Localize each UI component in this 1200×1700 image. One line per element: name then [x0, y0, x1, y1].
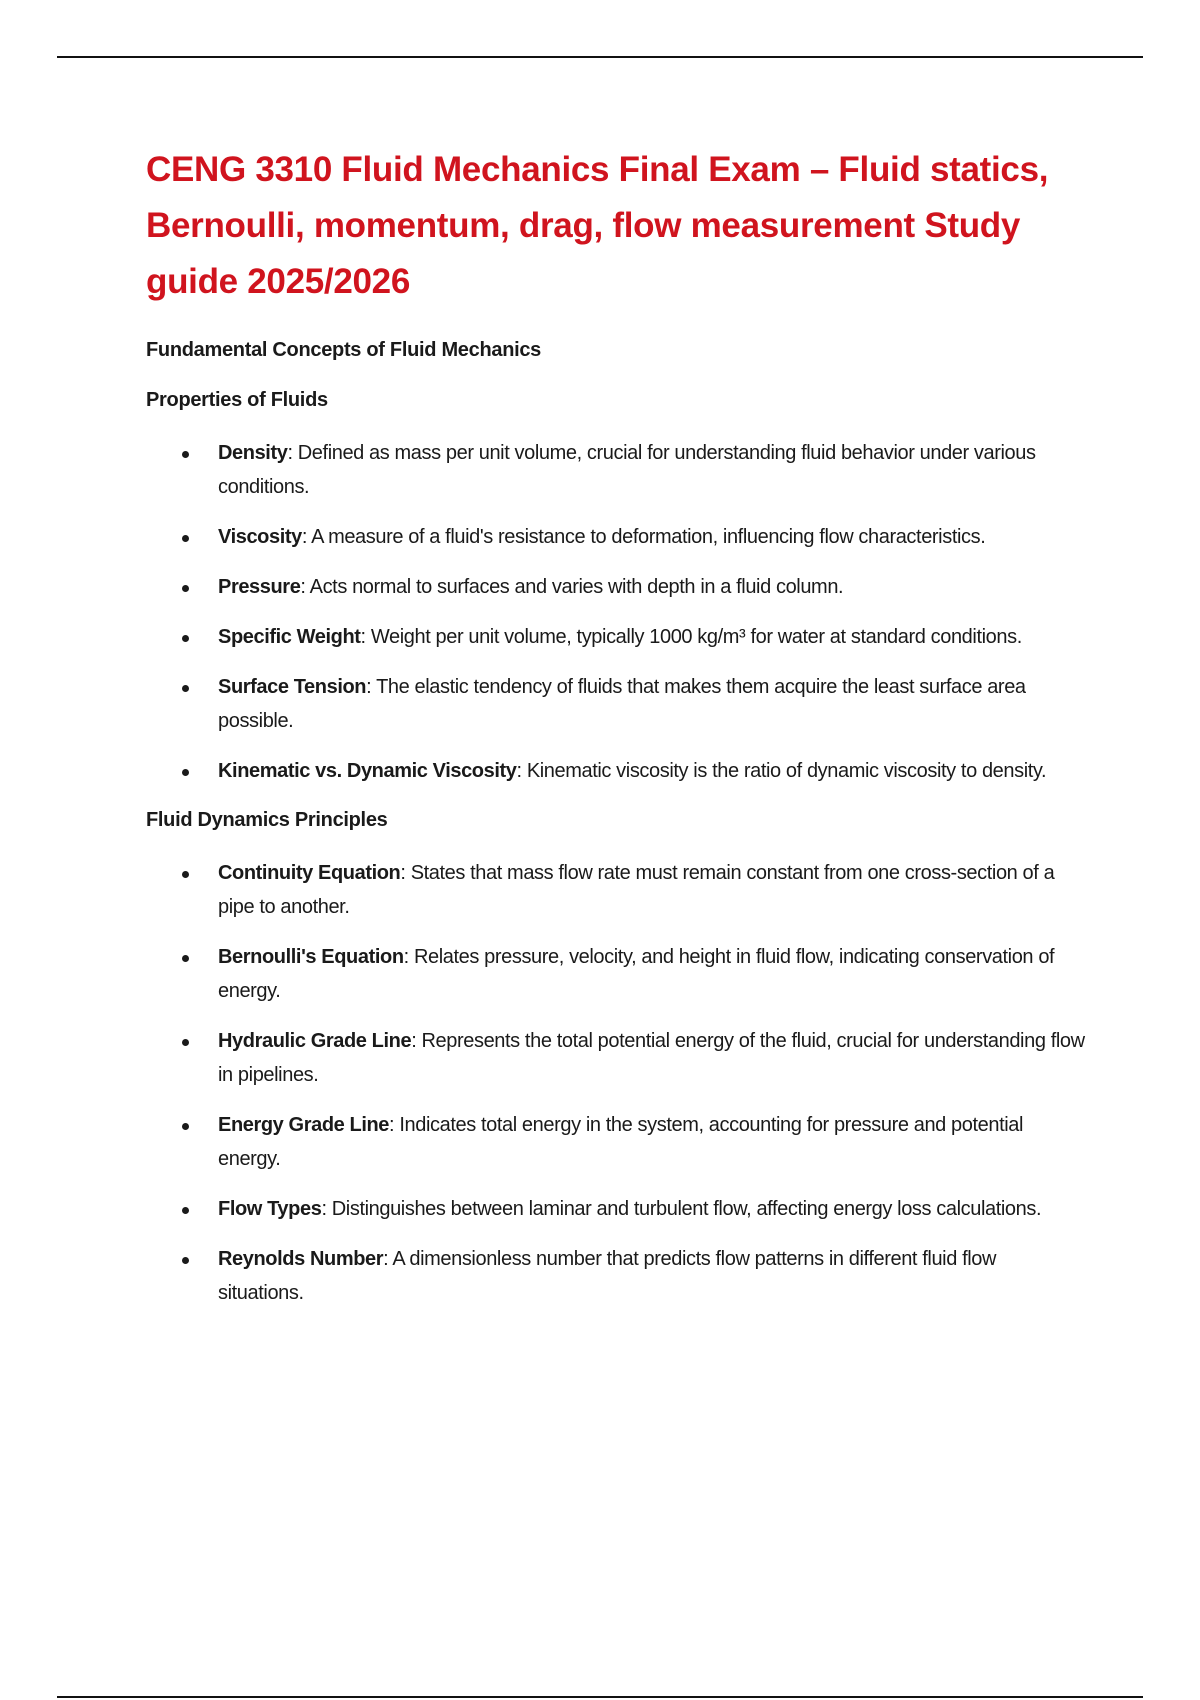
list-item	[146, 670, 1086, 738]
bullet-icon	[182, 535, 189, 542]
list-item	[146, 754, 1086, 788]
item-text: : States that mass flow rate must remain constant from one cross-section of a pipe to another.	[218, 862, 1055, 918]
bullet-icon	[182, 1039, 189, 1046]
list-item	[146, 1024, 1086, 1092]
list-item	[146, 520, 1086, 554]
bullet-icon	[182, 451, 189, 458]
item-text: : A measure of a fluid's resistance to deformation, influencing flow characteristics.	[301, 526, 986, 548]
bullet-icon	[182, 769, 189, 776]
item-term: Specific Weight	[218, 626, 361, 648]
list-item	[146, 1242, 1086, 1310]
item-term: Surface Tension	[218, 676, 367, 698]
item-text: : The elastic tendency of fluids that makes them acquire the least surface area possible.	[218, 676, 1026, 732]
list-item	[146, 940, 1086, 1008]
bullet-icon	[182, 871, 189, 878]
list-item	[146, 570, 1086, 604]
item-text: : Relates pressure, velocity, and height in fluid flow, indicating conservation of energy.	[218, 946, 1055, 1002]
item-term: Energy Grade Line	[218, 1114, 390, 1136]
item-text: : A dimensionless number that predicts flow patterns in different fluid flow situations.	[218, 1248, 997, 1304]
bullet-icon	[182, 585, 189, 592]
item-text: : Defined as mass per unit volume, crucial for understanding fluid behavior under various conditions.	[218, 442, 1036, 498]
document-title: CENG 3310 Fluid Mechanics Final Exam – Fluid statics, Bernoulli, momentum, drag, flow measurement Study guide 2025/2026	[146, 150, 1049, 301]
item-term: Hydraulic Grade Line	[218, 1030, 412, 1052]
section-heading-properties: Properties of Fluids	[146, 389, 328, 411]
item-term: Pressure	[218, 576, 301, 598]
item-term: Kinematic vs. Dynamic Viscosity	[218, 760, 517, 782]
item-text: : Acts normal to surfaces and varies with depth in a fluid column.	[300, 576, 844, 598]
bullet-icon	[182, 1207, 189, 1214]
main-heading: Fundamental Concepts of Fluid Mechanics	[146, 339, 542, 361]
item-term: Density	[218, 442, 288, 464]
bullet-icon	[182, 635, 189, 642]
list-item	[146, 1192, 1086, 1226]
item-term: Flow Types	[218, 1198, 322, 1220]
item-term: Reynolds Number	[218, 1248, 384, 1270]
item-term: Bernoulli's Equation	[218, 946, 404, 968]
list-item	[146, 1108, 1086, 1176]
item-term: Continuity Equation	[218, 862, 401, 884]
bullet-icon	[182, 685, 189, 692]
bullet-icon	[182, 955, 189, 962]
item-text: : Kinematic viscosity is the ratio of dynamic viscosity to density.	[516, 760, 1047, 782]
item-text: : Represents the total potential energy of the fluid, crucial for understanding flow in pipelines.	[218, 1030, 1085, 1086]
list-item	[146, 856, 1086, 924]
bullet-icon	[182, 1257, 189, 1264]
item-text: : Weight per unit volume, typically 1000 kg/m³ for water at standard conditions.	[360, 626, 1022, 648]
section-heading-fluid-dynamics: Fluid Dynamics Principles	[146, 809, 388, 831]
item-text: : Distinguishes between laminar and turbulent flow, affecting energy loss calculations.	[321, 1198, 1042, 1220]
item-term: Viscosity	[218, 526, 302, 548]
top-rule	[57, 56, 1143, 58]
bottom-rule	[57, 1696, 1143, 1698]
properties-list	[146, 436, 1086, 788]
fluid-dynamics-list	[146, 856, 1086, 1310]
bullet-icon	[182, 1123, 189, 1130]
document-body	[146, 142, 1086, 1328]
list-item	[146, 620, 1086, 654]
list-item	[146, 436, 1086, 504]
item-text: : Indicates total energy in the system, accounting for pressure and potential energy.	[218, 1114, 1024, 1170]
